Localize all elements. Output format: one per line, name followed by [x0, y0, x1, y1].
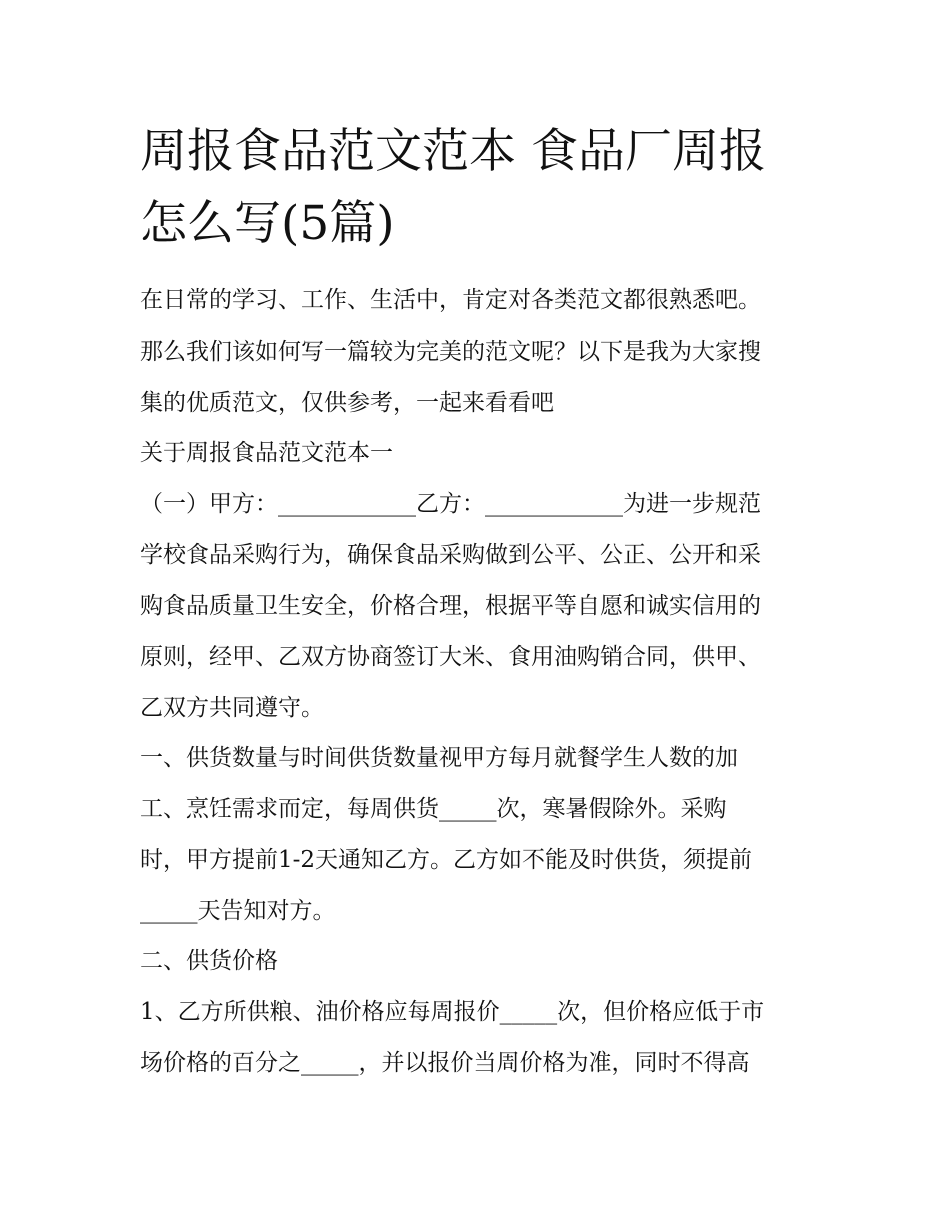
intro-line-2: 那么我们该如何写一篇较为完美的范文呢？以下是我为大家搜	[140, 339, 761, 365]
intro-line-3: 集的优质范文，仅供参考，一起来看看吧	[140, 390, 554, 416]
contract-line-5: 乙双方共同遵守。	[140, 695, 324, 721]
clause-one-line-4: _____天告知对方。	[140, 898, 336, 924]
clause-one-line-2: 工、烹饪需求而定，每周供货_____次，寒暑假除外。采购	[140, 796, 727, 822]
title-line-1: 周报食品范文范本 食品厂周报	[140, 124, 766, 179]
title-line-2: 怎么写(5篇)	[140, 196, 395, 251]
clause-two-line-1: 1、乙方所供粮、油价格应每周报价_____次，但价格应低于市	[140, 999, 765, 1025]
contract-line-4: 原则，经甲、乙双方协商签订大米、食用油购销合同，供甲、	[140, 644, 761, 670]
contract-line-3: 购食品质量卫生安全，价格合理，根据平等自愿和诚实信用的	[140, 593, 761, 619]
clause-one-line-1: 一、供货数量与时间供货数量视甲方每月就餐学生人数的加	[140, 745, 738, 771]
contract-line-2: 学校食品采购行为，确保食品采购做到公平、公正、公开和采	[140, 542, 761, 568]
contract-line-1: （一）甲方：____________乙方：____________为进一步规范	[140, 491, 761, 517]
section-heading-1: 关于周报食品范文范本一	[140, 440, 393, 466]
document-title	[140, 116, 840, 260]
clause-one-line-3: 时，甲方提前1-2天通知乙方。乙方如不能及时供货，须提前	[140, 847, 753, 873]
clause-two-line-2: 场价格的百分之_____，并以报价当周价格为准，同时不得高	[140, 1050, 750, 1076]
intro-line-1: 在日常的学习、工作、生活中，肯定对各类范文都很熟悉吧。	[140, 287, 761, 313]
clause-two-heading: 二、供货价格	[140, 948, 278, 974]
